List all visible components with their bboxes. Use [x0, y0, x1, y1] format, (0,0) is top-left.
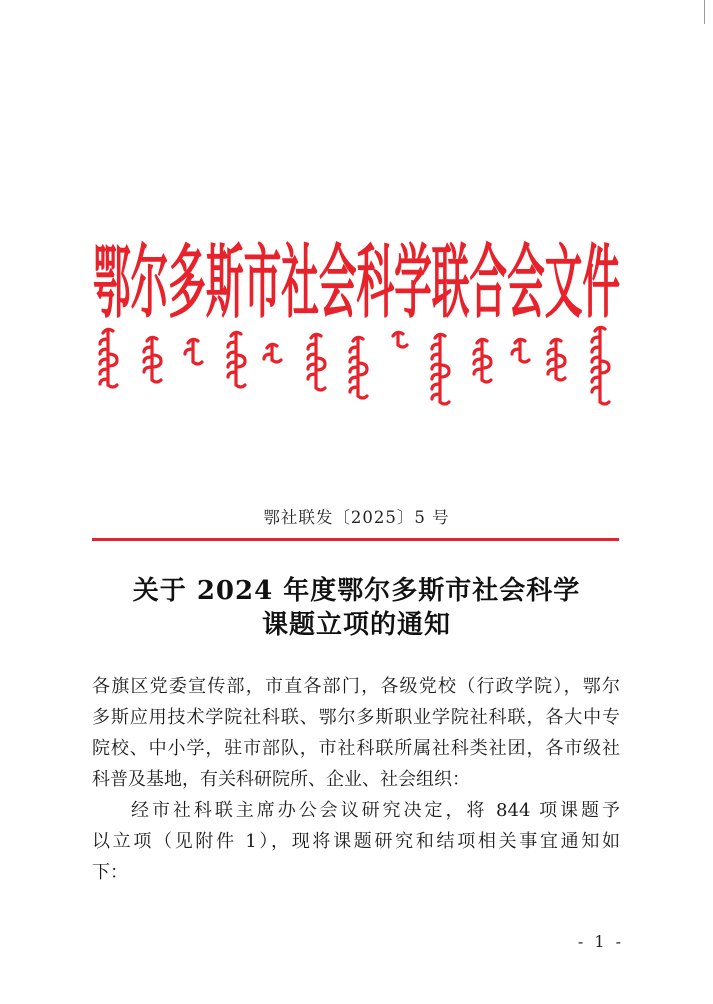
- body-line: 经市社科联主席办公会议研究决定，将 844 项课题予: [131, 800, 620, 821]
- mongolian-glyph: [185, 339, 202, 364]
- mongolian-glyph: [592, 327, 609, 404]
- red-divider: [92, 538, 619, 541]
- mongolian-glyph: [100, 329, 117, 387]
- mongolian-glyph: [228, 332, 245, 387]
- salutation-line: 院校、中小学，驻市部队，市社科联所属社科类社团，各市级社: [92, 738, 620, 759]
- mongolian-glyph: [432, 334, 449, 404]
- salutation-line: 各旗区党委宣传部，市直各部门，各级党校（行政学院），鄂尔: [92, 676, 620, 697]
- body-line: 下：: [92, 862, 128, 883]
- salutation-paragraph: [92, 671, 620, 795]
- mongolian-glyph: [393, 332, 407, 347]
- salutation-line: 多斯应用技术学院社科联、鄂尔多斯职业学院社科联，各大中专: [92, 707, 620, 728]
- mongolian-glyph: [474, 339, 491, 382]
- mongolian-glyph: [512, 339, 529, 362]
- mongolian-glyph: [308, 334, 325, 390]
- doc-title: [0, 574, 713, 642]
- org-title: 鄂尔多斯市社会科学联合会文件: [93, 235, 620, 329]
- mongolian-glyph: [350, 337, 367, 398]
- mongolian-script-emblem: [100, 327, 609, 404]
- doc-title-line-1: 关于 2024 年度鄂尔多斯市社会科学: [132, 576, 581, 606]
- mongolian-glyph: [264, 344, 281, 362]
- page-edge-line: [704, 0, 705, 24]
- body-paragraph: [92, 795, 620, 888]
- body-line: 以立项（见附件 1），现将课题研究和结项相关事宜通知如: [92, 831, 620, 852]
- doc-title-line-2: 课题立项的通知: [261, 610, 451, 640]
- doc-number: 鄂社联发〔2025〕5 号: [263, 508, 450, 527]
- mongolian-glyph: [548, 339, 565, 380]
- mongolian-glyph: [144, 337, 161, 382]
- salutation-line: 科普及基地，有关科研院所、企业、社会组织：: [92, 769, 470, 790]
- page-number: - 1 -: [577, 932, 625, 951]
- letterhead: [0, 230, 713, 410]
